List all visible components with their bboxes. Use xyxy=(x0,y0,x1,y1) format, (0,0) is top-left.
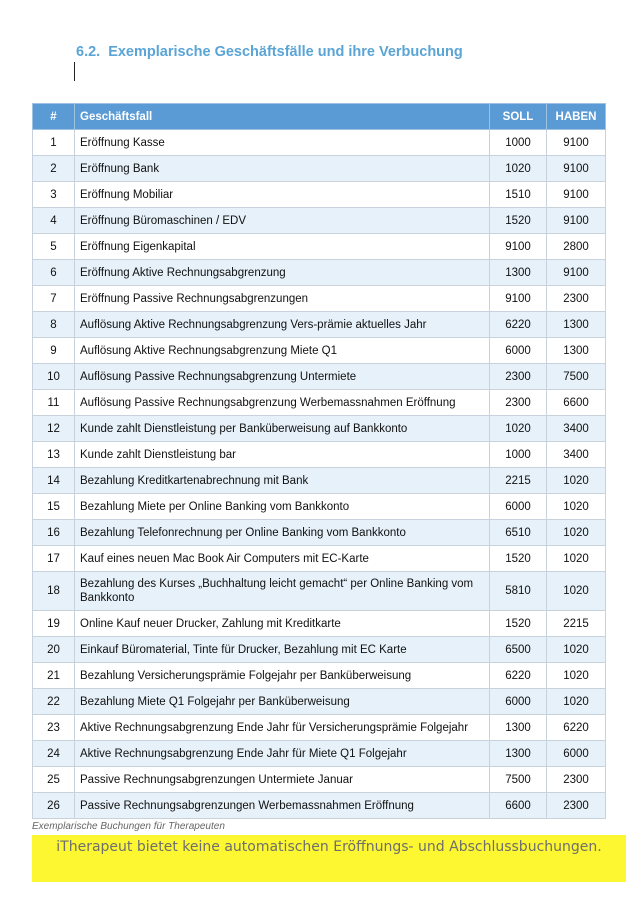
table-header-row xyxy=(33,104,606,130)
table-caption: Exemplarische Buchungen für Therapeuten xyxy=(32,821,225,832)
row-soll: 6000 xyxy=(490,494,547,520)
row-soll: 6220 xyxy=(490,312,547,338)
table-row xyxy=(33,793,606,819)
row-haben: 6000 xyxy=(547,741,606,767)
row-description: Kunde zahlt Dienstleistung per Banküberweisung auf Bankkonto xyxy=(75,416,490,442)
row-haben: 9100 xyxy=(547,130,606,156)
row-haben: 1020 xyxy=(547,572,606,611)
row-number: 10 xyxy=(33,364,75,390)
row-number: 3 xyxy=(33,182,75,208)
row-haben: 3400 xyxy=(547,416,606,442)
row-number: 13 xyxy=(33,442,75,468)
row-number: 22 xyxy=(33,689,75,715)
row-haben: 2300 xyxy=(547,793,606,819)
table-body xyxy=(33,130,606,819)
row-soll: 1510 xyxy=(490,182,547,208)
row-soll: 2215 xyxy=(490,468,547,494)
row-soll: 2300 xyxy=(490,390,547,416)
table-row xyxy=(33,741,606,767)
row-haben: 1020 xyxy=(547,520,606,546)
row-number: 12 xyxy=(33,416,75,442)
table-row xyxy=(33,663,606,689)
table-row xyxy=(33,611,606,637)
row-haben: 1020 xyxy=(547,663,606,689)
row-number: 16 xyxy=(33,520,75,546)
row-number: 11 xyxy=(33,390,75,416)
row-number: 25 xyxy=(33,767,75,793)
row-soll: 2300 xyxy=(490,364,547,390)
row-description: Bezahlung Versicherungsprämie Folgejahr per Banküberweisung xyxy=(75,663,490,689)
row-soll: 7500 xyxy=(490,767,547,793)
row-soll: 1520 xyxy=(490,546,547,572)
row-number: 8 xyxy=(33,312,75,338)
row-number: 1 xyxy=(33,130,75,156)
row-number: 18 xyxy=(33,572,75,611)
row-number: 5 xyxy=(33,234,75,260)
row-haben: 1020 xyxy=(547,637,606,663)
row-haben: 1020 xyxy=(547,689,606,715)
row-haben: 2300 xyxy=(547,286,606,312)
row-haben: 3400 xyxy=(547,442,606,468)
row-soll: 6000 xyxy=(490,689,547,715)
table-row xyxy=(33,689,606,715)
table-row xyxy=(33,468,606,494)
row-description: Eröffnung Passive Rechnungsabgrenzungen xyxy=(75,286,490,312)
row-soll: 1020 xyxy=(490,156,547,182)
table-row xyxy=(33,715,606,741)
section-heading xyxy=(76,44,463,60)
row-number: 17 xyxy=(33,546,75,572)
section-title: Exemplarische Geschäftsfälle und ihre Verbuchung xyxy=(108,44,463,60)
column-header-description: Geschäftsfall xyxy=(75,104,490,130)
row-haben: 9100 xyxy=(547,182,606,208)
row-soll: 6510 xyxy=(490,520,547,546)
row-description: Eröffnung Mobiliar xyxy=(75,182,490,208)
table-row xyxy=(33,416,606,442)
row-haben: 1300 xyxy=(547,338,606,364)
row-haben: 1300 xyxy=(547,312,606,338)
row-number: 26 xyxy=(33,793,75,819)
row-description: Eröffnung Eigenkapital xyxy=(75,234,490,260)
row-soll: 6600 xyxy=(490,793,547,819)
row-soll: 6000 xyxy=(490,338,547,364)
row-soll: 1300 xyxy=(490,715,547,741)
row-description: Einkauf Büromaterial, Tinte für Drucker, Bezahlung mit EC Karte xyxy=(75,637,490,663)
row-number: 7 xyxy=(33,286,75,312)
row-number: 24 xyxy=(33,741,75,767)
row-haben: 9100 xyxy=(547,260,606,286)
row-haben: 7500 xyxy=(547,364,606,390)
section-number: 6.2. xyxy=(76,44,101,60)
row-description: Eröffnung Bank xyxy=(75,156,490,182)
table-row xyxy=(33,494,606,520)
row-description: Aktive Rechnungsabgrenzung Ende Jahr für Miete Q1 Folgejahr xyxy=(75,741,490,767)
table-row xyxy=(33,208,606,234)
row-soll: 1300 xyxy=(490,741,547,767)
row-description: Auflösung Passive Rechnungsabgrenzung Werbemassnahmen Eröffnung xyxy=(75,390,490,416)
row-number: 15 xyxy=(33,494,75,520)
row-number: 14 xyxy=(33,468,75,494)
row-description: Auflösung Aktive Rechnungsabgrenzung Miete Q1 xyxy=(75,338,490,364)
text-cursor xyxy=(74,62,75,81)
row-description: Eröffnung Aktive Rechnungsabgrenzung xyxy=(75,260,490,286)
table-row xyxy=(33,767,606,793)
row-haben: 2215 xyxy=(547,611,606,637)
row-soll: 1520 xyxy=(490,611,547,637)
row-haben: 9100 xyxy=(547,156,606,182)
table-row xyxy=(33,260,606,286)
row-description: Passive Rechnungsabgrenzungen Untermiete Januar xyxy=(75,767,490,793)
row-soll: 1000 xyxy=(490,442,547,468)
row-number: 2 xyxy=(33,156,75,182)
row-number: 20 xyxy=(33,637,75,663)
column-header-haben: HABEN xyxy=(547,104,606,130)
row-haben: 1020 xyxy=(547,468,606,494)
row-haben: 2300 xyxy=(547,767,606,793)
row-description: Eröffnung Kasse xyxy=(75,130,490,156)
row-description: Bezahlung Miete Q1 Folgejahr per Banküberweisung xyxy=(75,689,490,715)
row-soll: 6500 xyxy=(490,637,547,663)
table-row xyxy=(33,286,606,312)
column-header-number: # xyxy=(33,104,75,130)
row-soll: 5810 xyxy=(490,572,547,611)
row-haben: 2800 xyxy=(547,234,606,260)
row-description: Bezahlung Telefonrechnung per Online Banking vom Bankkonto xyxy=(75,520,490,546)
row-haben: 6220 xyxy=(547,715,606,741)
table-row xyxy=(33,156,606,182)
row-description: Kunde zahlt Dienstleistung bar xyxy=(75,442,490,468)
bookings-table xyxy=(32,103,606,819)
table-row xyxy=(33,338,606,364)
row-soll: 1520 xyxy=(490,208,547,234)
row-description: Auflösung Passive Rechnungsabgrenzung Untermiete xyxy=(75,364,490,390)
table-row xyxy=(33,572,606,611)
note-text: iTherapeut bietet keine automatischen Eröffnungs- und Abschlussbuchungen. xyxy=(56,839,602,855)
row-number: 19 xyxy=(33,611,75,637)
row-soll: 9100 xyxy=(490,286,547,312)
row-description: Online Kauf neuer Drucker, Zahlung mit Kreditkarte xyxy=(75,611,490,637)
table-row xyxy=(33,442,606,468)
row-soll: 1000 xyxy=(490,130,547,156)
row-haben: 1020 xyxy=(547,494,606,520)
row-description: Aktive Rechnungsabgrenzung Ende Jahr für Versicherungsprämie Folgejahr xyxy=(75,715,490,741)
row-number: 6 xyxy=(33,260,75,286)
column-header-soll: SOLL xyxy=(490,104,547,130)
row-soll: 6220 xyxy=(490,663,547,689)
row-description: Kauf eines neuen Mac Book Air Computers mit EC-Karte xyxy=(75,546,490,572)
table-row xyxy=(33,390,606,416)
row-description: Bezahlung Kreditkartenabrechnung mit Bank xyxy=(75,468,490,494)
table-row xyxy=(33,364,606,390)
row-haben: 6600 xyxy=(547,390,606,416)
table-row xyxy=(33,130,606,156)
row-description: Bezahlung des Kurses „Buchhaltung leicht gemacht“ per Online Banking vom Bankkonto xyxy=(75,572,490,611)
row-description: Bezahlung Miete per Online Banking vom Bankkonto xyxy=(75,494,490,520)
row-description: Auflösung Aktive Rechnungsabgrenzung Vers-prämie aktuelles Jahr xyxy=(75,312,490,338)
row-soll: 9100 xyxy=(490,234,547,260)
row-number: 4 xyxy=(33,208,75,234)
row-soll: 1020 xyxy=(490,416,547,442)
row-description: Eröffnung Büromaschinen / EDV xyxy=(75,208,490,234)
row-description: Passive Rechnungsabgrenzungen Werbemassnahmen Eröffnung xyxy=(75,793,490,819)
row-number: 23 xyxy=(33,715,75,741)
table-row xyxy=(33,312,606,338)
row-number: 21 xyxy=(33,663,75,689)
table-row xyxy=(33,520,606,546)
row-haben: 1020 xyxy=(547,546,606,572)
row-haben: 9100 xyxy=(547,208,606,234)
table-row xyxy=(33,637,606,663)
note-box xyxy=(32,835,626,882)
table-row xyxy=(33,234,606,260)
row-number: 9 xyxy=(33,338,75,364)
table-row xyxy=(33,182,606,208)
row-soll: 1300 xyxy=(490,260,547,286)
table-row xyxy=(33,546,606,572)
